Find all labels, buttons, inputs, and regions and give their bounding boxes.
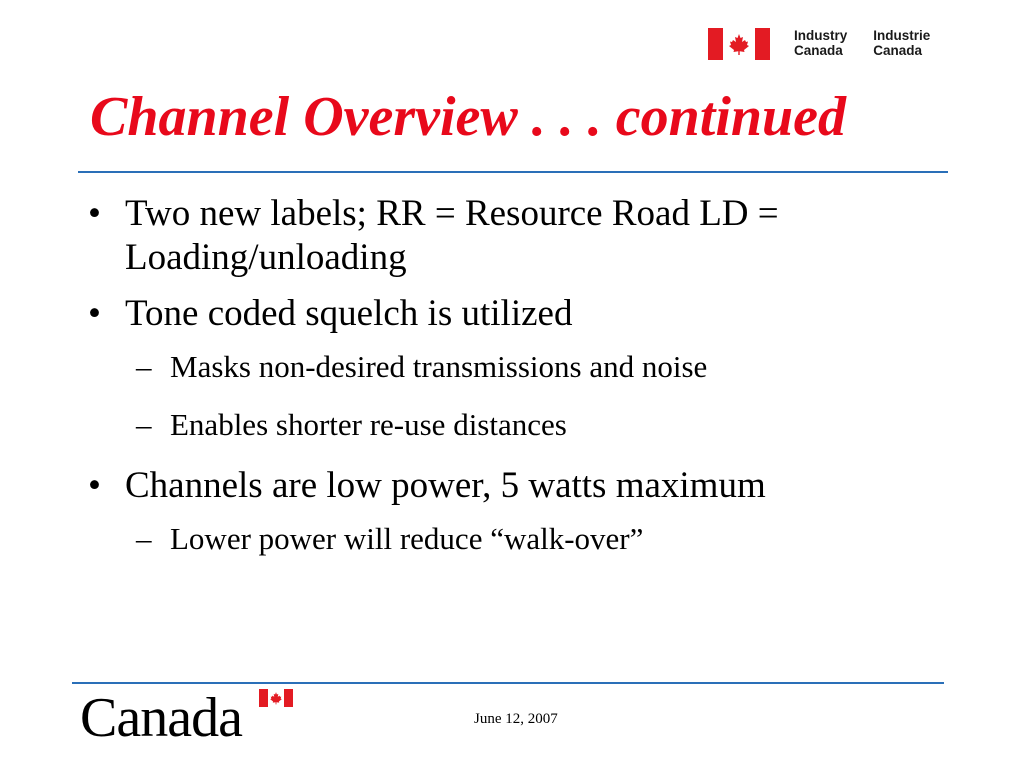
- bullet-list: [88, 192, 928, 578]
- bullet-item: [88, 464, 928, 508]
- bullet-item: [88, 292, 928, 336]
- maple-leaf-small-icon: [269, 691, 283, 705]
- industry-canada-logo: [708, 28, 930, 60]
- bullet-text: Channels are low power, 5 watts maximum: [125, 465, 766, 506]
- sub-bullet-glyph: –: [136, 521, 152, 556]
- sub-bullet-text: Masks non-desired transmissions and noise: [170, 349, 708, 384]
- logo-text-french: [873, 28, 930, 58]
- sub-bullet-text: Lower power will reduce “walk-over”: [170, 521, 644, 556]
- sub-bullet-glyph: –: [136, 407, 152, 442]
- sub-bullet-text: Enables shorter re-use distances: [170, 407, 567, 442]
- sub-bullet-item: [88, 406, 928, 444]
- logo-fr-line1: Industrie: [873, 28, 931, 43]
- bullet-text: Two new labels; RR = Resource Road LD = Loading/unloading: [125, 193, 779, 278]
- canada-wordmark: Canada: [80, 687, 242, 749]
- canada-wordmark-flag-icon: [259, 689, 293, 707]
- bullet-text: Tone coded squelch is utilized: [125, 293, 573, 334]
- logo-text-english: [794, 28, 847, 58]
- logo-en-line2: Canada: [794, 43, 843, 58]
- canada-flag-icon: [708, 28, 770, 60]
- bullet-glyph: •: [88, 193, 101, 234]
- sub-bullet-item: [88, 348, 928, 386]
- slide-title: Channel Overview . . . continued: [90, 86, 847, 148]
- bullet-item: [88, 192, 928, 280]
- sub-bullet-item: [88, 520, 928, 558]
- logo-en-line1: Industry: [794, 28, 848, 43]
- footer-divider: [72, 682, 944, 684]
- slide-date: June 12, 2007: [474, 711, 558, 727]
- sub-bullet-glyph: –: [136, 349, 152, 384]
- maple-leaf-icon: [727, 32, 751, 56]
- logo-fr-line2: Canada: [873, 43, 923, 58]
- bullet-glyph: •: [88, 465, 101, 506]
- bullet-glyph: •: [88, 293, 101, 334]
- title-divider: [78, 171, 948, 173]
